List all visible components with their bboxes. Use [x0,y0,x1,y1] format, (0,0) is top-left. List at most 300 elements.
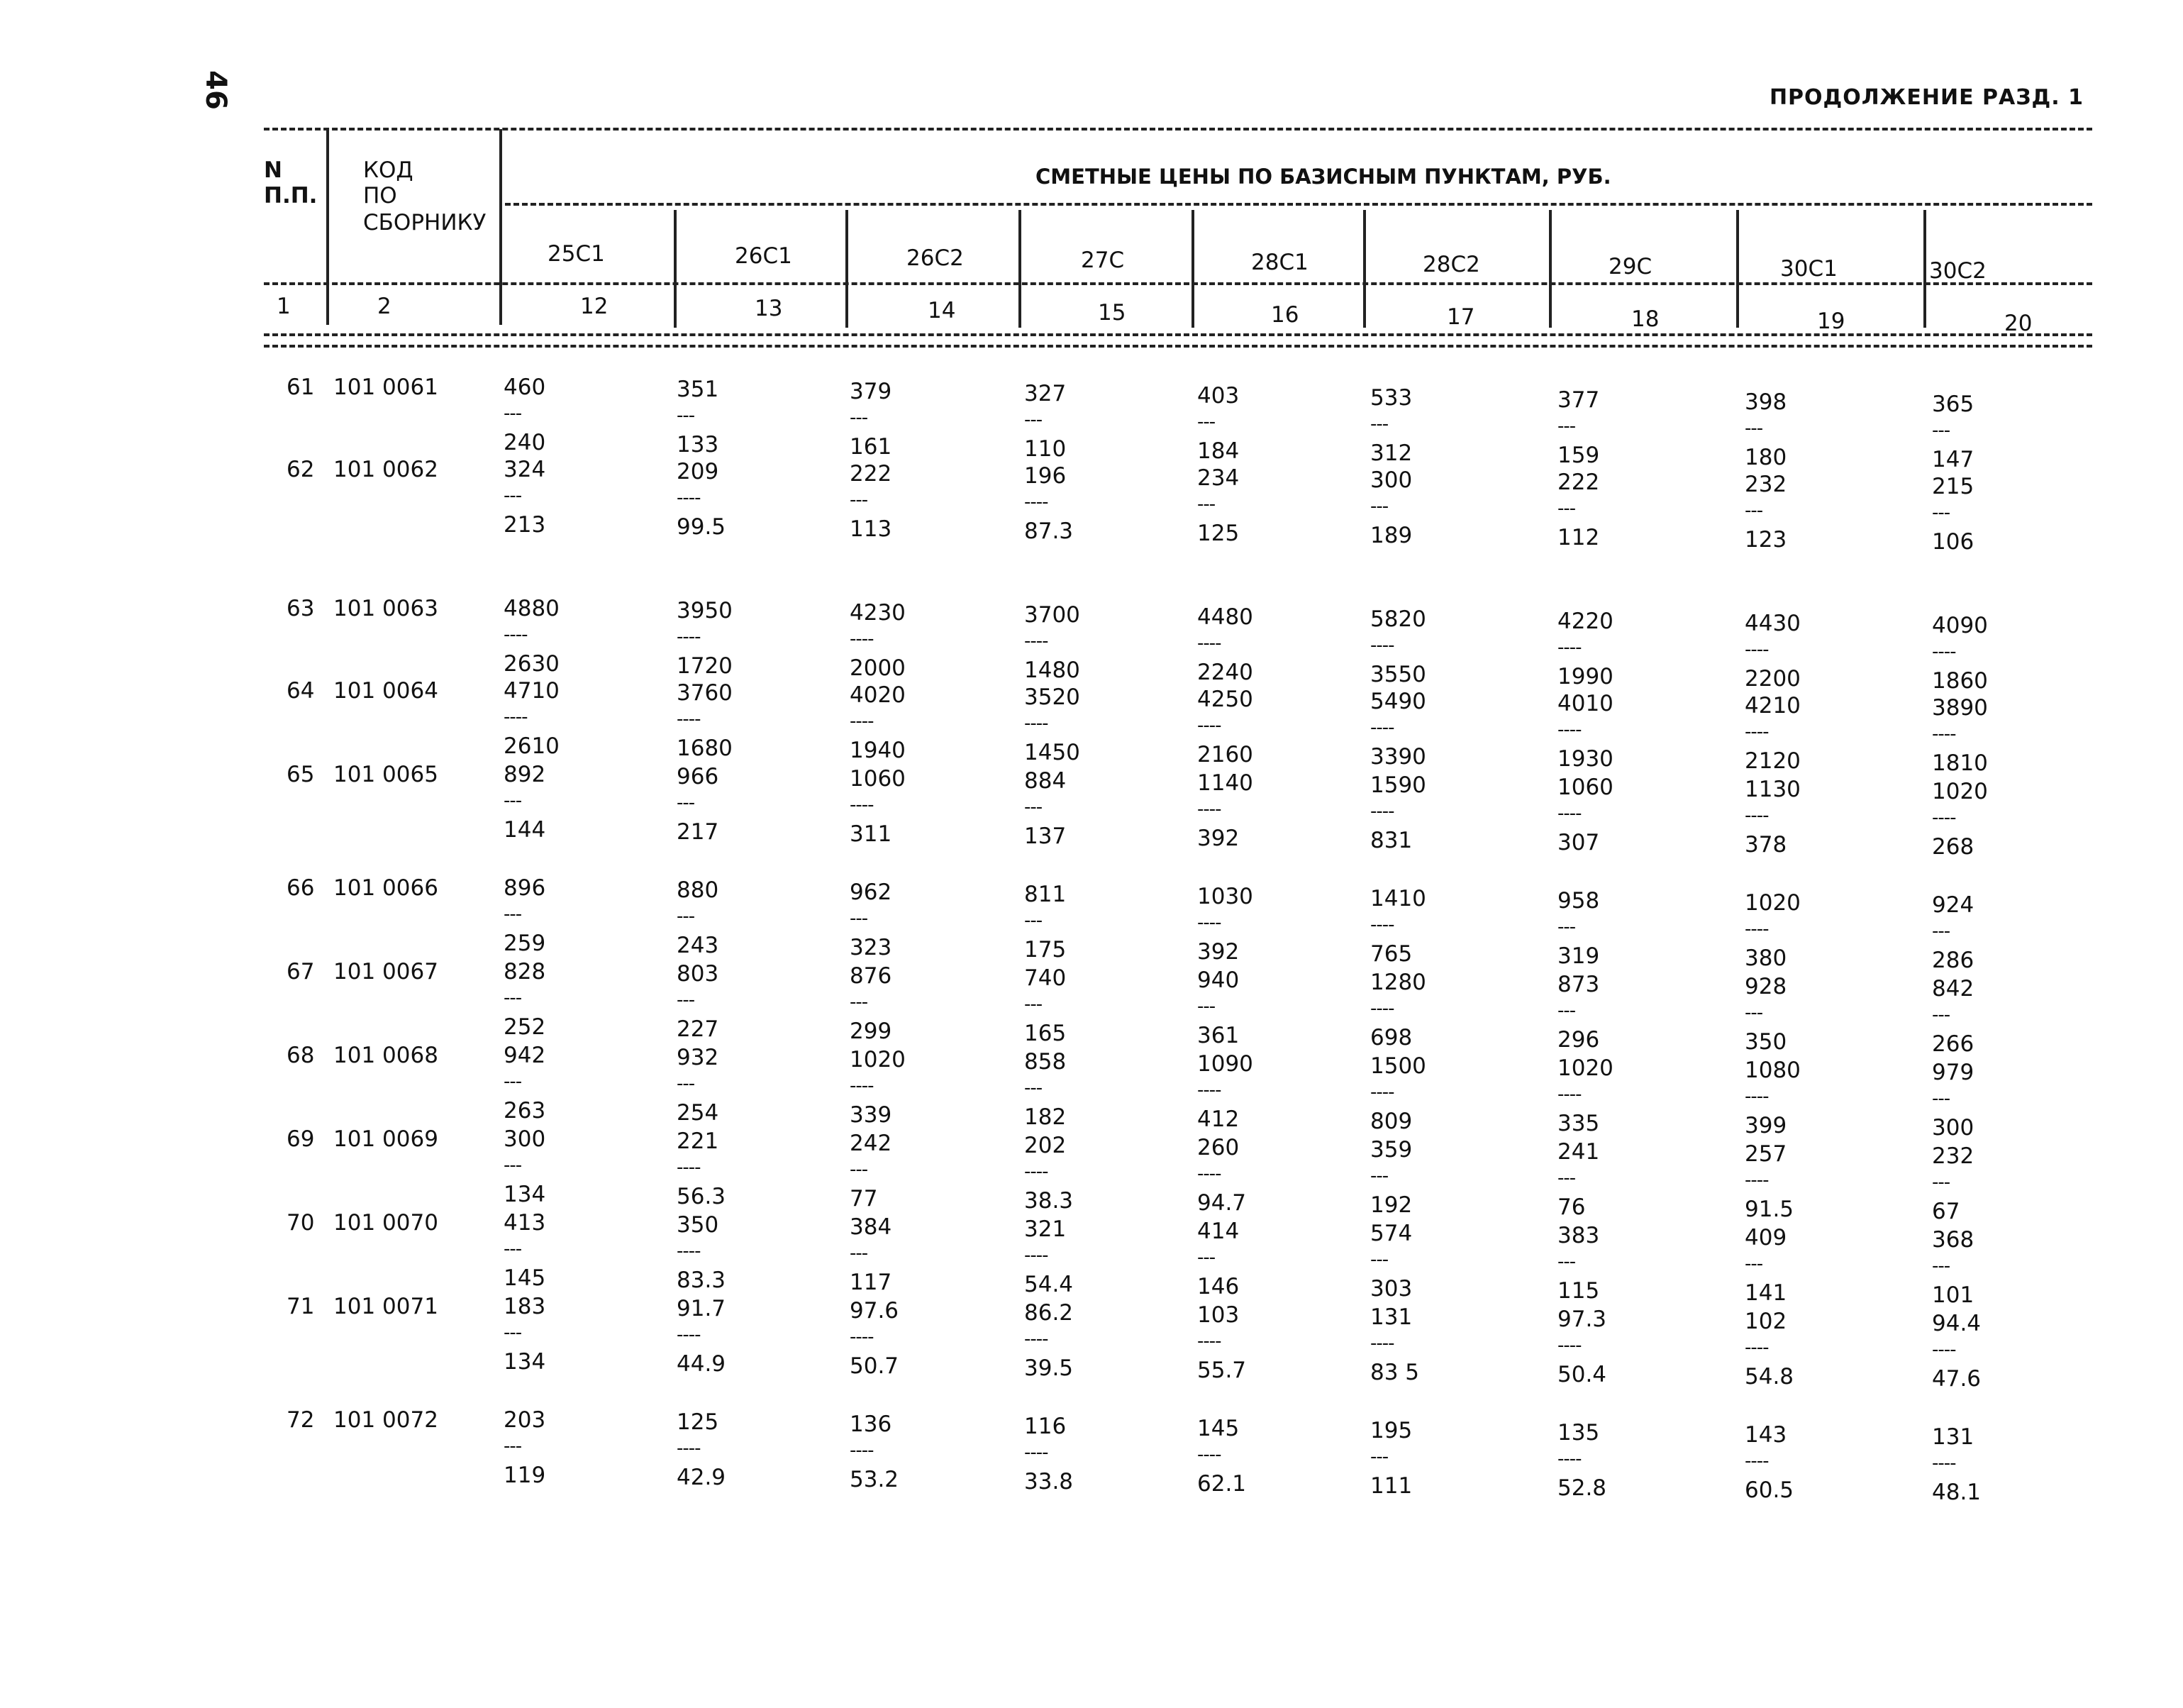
row-code: 101 0066 [333,875,438,901]
price-top: 359 [1370,1137,1413,1163]
price-separator: ---- [850,794,874,816]
rule-header-bottom [264,282,2092,285]
column-header: 27С [1081,248,1125,273]
price-bottom: 53.2 [850,1467,899,1492]
price-top: 828 [504,959,546,985]
price-top: 962 [850,880,892,905]
price-separator: --- [677,989,695,1011]
price-separator: ---- [1745,639,1769,660]
price-top: 414 [1197,1219,1240,1244]
price-bottom: 184 [1197,438,1240,464]
price-top: 4880 [504,596,560,621]
row-number: 65 [287,762,315,787]
price-separator: --- [850,992,868,1013]
row-code: 101 0064 [333,678,438,704]
price-bottom: 1480 [1024,658,1080,683]
price-top: 3520 [1024,684,1080,710]
column-number: 14 [928,298,956,323]
price-bottom: 134 [504,1182,546,1207]
price-bottom: 2240 [1197,660,1253,685]
price-separator: ---- [1370,717,1394,738]
price-top: 4020 [850,682,906,708]
price-top: 892 [504,762,546,787]
column-number: 19 [1817,309,1845,334]
price-bottom: 1810 [1932,750,1988,776]
price-separator: --- [1370,1165,1389,1187]
price-separator: --- [1370,1249,1389,1270]
price-separator: --- [504,1322,522,1343]
price-bottom: 91.5 [1745,1197,1794,1222]
column-number: 12 [580,294,609,319]
price-separator: --- [1197,411,1216,433]
price-top: 858 [1024,1049,1067,1075]
price-separator: --- [1745,418,1763,439]
price-bottom: 77 [850,1186,878,1211]
price-separator: --- [850,489,868,511]
price-top: 3760 [677,680,733,706]
price-top: 103 [1197,1302,1240,1328]
price-bottom: 83 5 [1370,1360,1420,1385]
price-top: 242 [850,1131,892,1156]
price-top: 3700 [1024,602,1080,628]
price-top: 1280 [1370,970,1426,995]
price-bottom: 141 [1745,1280,1787,1306]
price-bottom: 213 [504,512,546,538]
price-bottom: 83.3 [677,1268,726,1293]
price-top: 234 [1197,465,1240,491]
price-separator: ---- [1557,1084,1582,1105]
price-top: 1020 [1932,779,1988,804]
rule-group [505,203,2092,206]
price-separator: ---- [1024,631,1048,652]
price-top: 932 [677,1045,719,1070]
price-separator: ---- [1370,914,1394,936]
price-bottom: 319 [1557,943,1600,969]
price-bottom: 2160 [1197,742,1253,767]
price-separator: --- [1932,502,1950,523]
price-top: 300 [504,1126,546,1152]
price-bottom: 182 [1024,1104,1067,1130]
price-bottom: 159 [1557,443,1600,468]
price-separator: --- [677,1073,695,1094]
price-separator: ---- [1024,492,1048,513]
price-separator: --- [1024,1077,1043,1099]
row-number: 63 [287,596,315,621]
price-bottom: 2630 [504,651,560,677]
header-num-2: П.П. [264,183,318,209]
price-top: 1080 [1745,1058,1801,1083]
row-number: 72 [287,1407,315,1433]
price-bottom: 254 [677,1100,719,1126]
price-bottom: 55.7 [1197,1358,1247,1383]
price-top: 942 [504,1043,546,1068]
price-top: 203 [504,1407,546,1433]
price-bottom: 87.3 [1024,518,1074,544]
price-top: 966 [677,764,719,789]
price-top: 1020 [1745,890,1801,916]
price-bottom: 76 [1557,1194,1586,1220]
price-separator: ---- [1745,805,1769,826]
price-separator: ---- [1024,1329,1048,1350]
price-bottom: 147 [1932,447,1974,472]
price-bottom: 144 [504,817,546,843]
price-separator: --- [850,1159,868,1180]
price-bottom: 115 [1557,1278,1600,1304]
column-header: 30С2 [1929,258,1987,284]
price-top: 1500 [1370,1053,1426,1079]
price-bottom: 33.8 [1024,1469,1074,1494]
price-separator: --- [1557,1168,1576,1189]
col-bar-8 [1549,210,1552,328]
price-separator: --- [1932,1088,1950,1109]
price-top: 384 [850,1214,892,1240]
price-separator: ---- [1024,1245,1048,1266]
price-top: 4710 [504,678,560,704]
price-bottom: 2610 [504,733,560,759]
col-bar-7 [1363,210,1366,328]
price-separator: --- [1197,1247,1216,1268]
price-separator: ---- [1024,1161,1048,1182]
price-separator: ---- [1932,1339,1956,1360]
price-separator: ---- [1197,799,1221,820]
price-bottom: 312 [1370,440,1413,466]
price-separator: --- [850,908,868,929]
price-bottom: 266 [1932,1031,1974,1057]
price-separator: --- [1745,1002,1763,1024]
price-bottom: 323 [850,935,892,960]
price-top: 928 [1745,974,1787,999]
price-bottom: 299 [850,1019,892,1044]
price-separator: ---- [1370,1082,1394,1103]
column-number: 16 [1271,302,1299,328]
price-separator: ---- [1745,721,1769,743]
price-top: 222 [850,461,892,487]
price-separator: ---- [677,1324,701,1346]
price-top: 368 [1932,1227,1974,1253]
price-bottom: 113 [850,516,892,542]
col-bar-3 [674,210,677,328]
price-bottom: 161 [850,434,892,460]
price-top: 365 [1932,392,1974,417]
price-top: 958 [1557,888,1600,914]
price-separator: ---- [677,1241,701,1262]
price-separator: --- [1024,797,1043,818]
row-code: 101 0069 [333,1126,438,1152]
price-separator: --- [850,407,868,428]
price-top: 842 [1932,976,1974,1002]
price-top: 145 [1197,1416,1240,1441]
price-bottom: 3550 [1370,662,1426,687]
price-separator: --- [1932,1255,1950,1277]
price-separator: --- [1557,498,1576,519]
price-bottom: 192 [1370,1192,1413,1218]
rule-table-start [264,345,2092,348]
price-top: 116 [1024,1414,1067,1439]
price-separator: --- [504,790,522,811]
header-code-2: ПО [363,183,397,209]
price-bottom: 42.9 [677,1465,726,1490]
price-bottom: 125 [1197,521,1240,546]
price-bottom: 137 [1024,824,1067,849]
price-separator: --- [1557,1000,1576,1021]
row-code: 101 0070 [333,1210,438,1236]
price-top: 196 [1024,463,1067,489]
price-top: 1060 [850,766,906,792]
price-top: 143 [1745,1422,1787,1448]
price-bottom: 831 [1370,828,1413,853]
price-bottom: 217 [677,819,719,845]
price-top: 1030 [1197,884,1253,909]
price-bottom: 2200 [1745,666,1801,692]
price-top: 4430 [1745,611,1801,636]
price-separator: ---- [850,628,874,650]
price-bottom: 180 [1745,445,1787,470]
row-number: 68 [287,1043,315,1068]
price-separator: ---- [850,1075,874,1097]
col-bar-10 [1923,210,1926,328]
price-top: 135 [1557,1420,1600,1446]
header-code-3: СБОРНИКУ [363,210,487,235]
price-bottom: 165 [1024,1021,1067,1046]
price-top: 884 [1024,768,1067,794]
column-header: 30С1 [1780,256,1838,282]
price-separator: ---- [1197,1163,1221,1185]
price-separator: --- [1557,416,1576,437]
column-number: 2 [377,294,391,319]
price-bottom: 698 [1370,1025,1413,1050]
price-top: 222 [1557,470,1600,495]
price-top: 4090 [1932,613,1988,638]
price-separator: --- [504,1436,522,1457]
price-bottom: 133 [677,432,719,458]
price-separator: ---- [1197,715,1221,736]
row-number: 64 [287,678,315,704]
price-separator: --- [504,987,522,1009]
price-separator: ---- [677,1438,701,1459]
price-top: 351 [677,377,719,402]
row-number: 66 [287,875,315,901]
row-number: 61 [287,375,315,400]
price-separator: --- [677,906,695,927]
price-top: 1410 [1370,886,1426,911]
price-bottom: 1450 [1024,740,1080,765]
price-bottom: 412 [1197,1107,1240,1132]
price-bottom: 175 [1024,937,1067,963]
price-separator: --- [1197,996,1216,1017]
price-bottom: 56.3 [677,1184,726,1209]
price-bottom: 145 [504,1265,546,1291]
price-top: 896 [504,875,546,901]
price-separator: --- [677,405,695,426]
price-bottom: 111 [1370,1473,1413,1499]
row-code: 101 0067 [333,959,438,985]
price-bottom: 189 [1370,523,1413,548]
price-top: 460 [504,375,546,400]
price-bottom: 286 [1932,948,1974,973]
price-top: 97.6 [850,1298,899,1324]
price-top: 803 [677,961,719,987]
price-top: 86.2 [1024,1300,1074,1326]
price-separator: ---- [1745,919,1769,940]
row-code: 101 0068 [333,1043,438,1068]
price-bottom: 1930 [1557,746,1613,772]
row-code: 101 0072 [333,1407,438,1433]
price-separator: ---- [1024,713,1048,734]
price-bottom: 307 [1557,830,1600,855]
price-top: 1090 [1197,1051,1253,1077]
price-top: 183 [504,1294,546,1319]
price-top: 5820 [1370,606,1426,632]
price-bottom: 809 [1370,1109,1413,1134]
header-code-1: КОД [363,157,413,183]
price-bottom: 263 [504,1098,546,1124]
price-top: 533 [1370,385,1413,411]
price-top: 97.3 [1557,1307,1607,1332]
price-separator: --- [1024,409,1043,431]
price-separator: --- [1024,910,1043,931]
price-separator: ---- [677,626,701,648]
page-number: 46 [199,70,232,110]
price-top: 4210 [1745,693,1801,719]
price-separator: --- [1024,994,1043,1015]
price-separator: --- [504,1155,522,1176]
price-top: 379 [850,379,892,404]
price-bottom: 296 [1557,1027,1600,1053]
price-bottom: 99.5 [677,514,726,540]
price-top: 202 [1024,1133,1067,1158]
price-separator: --- [1197,494,1216,515]
price-bottom: 268 [1932,834,1974,860]
price-bottom: 123 [1745,527,1787,553]
price-top: 136 [850,1412,892,1437]
price-separator: ---- [504,624,528,645]
price-top: 1020 [850,1047,906,1072]
price-separator: --- [850,1243,868,1264]
price-separator: ---- [850,1440,874,1461]
column-number: 18 [1631,306,1660,332]
price-top: 215 [1932,474,1974,499]
price-top: 740 [1024,965,1067,991]
price-top: 940 [1197,967,1240,993]
column-header: 29С [1609,254,1652,279]
price-bottom: 1860 [1932,668,1988,694]
row-number: 70 [287,1210,315,1236]
price-separator: ---- [1932,641,1956,662]
price-top: 94.4 [1932,1311,1982,1336]
price-bottom: 350 [1745,1029,1787,1055]
col-bar-9 [1736,210,1739,328]
price-separator: --- [677,792,695,814]
column-header: 26С2 [906,245,964,271]
price-separator: ---- [850,711,874,732]
col-bar-1 [326,129,329,325]
price-top: 4010 [1557,691,1613,716]
price-separator: --- [1370,496,1389,517]
price-separator: ---- [677,709,701,730]
price-bottom: 134 [504,1349,546,1375]
price-separator: ---- [1745,1170,1769,1191]
price-separator: ---- [1197,1444,1221,1465]
price-top: 3890 [1932,695,1988,721]
price-top: 5490 [1370,689,1426,714]
price-separator: ---- [1557,1448,1582,1470]
price-bottom: 399 [1745,1113,1787,1138]
price-bottom: 38.3 [1024,1188,1074,1214]
price-bottom: 339 [850,1102,892,1128]
price-separator: ---- [1197,633,1221,654]
price-separator: ---- [1370,801,1394,822]
price-top: 131 [1932,1424,1974,1450]
price-separator: ---- [1932,723,1956,745]
price-top: 979 [1932,1060,1974,1085]
price-top: 257 [1745,1141,1787,1167]
price-bottom: 54.4 [1024,1272,1074,1297]
price-bottom: 39.5 [1024,1355,1074,1381]
price-bottom: 62.1 [1197,1471,1247,1497]
price-bottom: 361 [1197,1023,1240,1048]
price-top: 209 [677,459,719,484]
price-bottom: 50.4 [1557,1362,1607,1387]
price-separator: ---- [1370,998,1394,1019]
price-bottom: 300 [1932,1115,1974,1141]
price-top: 350 [677,1212,719,1238]
price-bottom: 52.8 [1557,1475,1607,1501]
price-top: 377 [1557,387,1600,413]
price-top: 91.7 [677,1296,726,1321]
col-bar-4 [845,210,848,328]
row-code: 101 0071 [333,1294,438,1319]
column-header: 28С2 [1423,252,1480,277]
price-top: 221 [677,1128,719,1154]
col-bar-5 [1018,210,1021,328]
price-separator: --- [1557,916,1576,938]
price-bottom: 259 [504,931,546,956]
price-bottom: 119 [504,1463,546,1488]
price-top: 321 [1024,1216,1067,1242]
price-bottom: 240 [504,430,546,455]
header-num-1: N [264,157,282,183]
price-bottom: 243 [677,933,719,958]
header-group: СМЕТНЫЕ ЦЕНЫ ПО БАЗИСНЫМ ПУНКТАМ, РУБ. [1035,165,1611,189]
price-bottom: 1990 [1557,664,1613,689]
price-top: 1130 [1745,777,1801,802]
row-number: 62 [287,457,315,482]
price-bottom: 2000 [850,655,906,681]
price-separator: --- [504,904,522,925]
price-bottom: 380 [1745,946,1787,971]
price-separator: ---- [677,1157,701,1178]
price-top: 232 [1745,472,1787,497]
price-separator: ---- [1370,635,1394,656]
column-header: 25С1 [548,241,605,267]
price-separator: --- [1745,1253,1763,1275]
price-separator: ---- [1197,1331,1221,1352]
price-top: 131 [1370,1304,1413,1330]
price-bottom: 146 [1197,1274,1240,1299]
price-top: 1140 [1197,770,1253,796]
price-separator: --- [504,1238,522,1260]
price-separator: --- [1370,1446,1389,1468]
row-number: 67 [287,959,315,985]
price-separator: ---- [1557,719,1582,741]
price-separator: --- [1370,414,1389,435]
price-top: 241 [1557,1139,1600,1165]
price-bottom: 94.7 [1197,1190,1247,1216]
price-top: 811 [1024,882,1067,907]
price-top: 409 [1745,1225,1787,1250]
price-separator: ---- [504,706,528,728]
price-top: 413 [504,1210,546,1236]
